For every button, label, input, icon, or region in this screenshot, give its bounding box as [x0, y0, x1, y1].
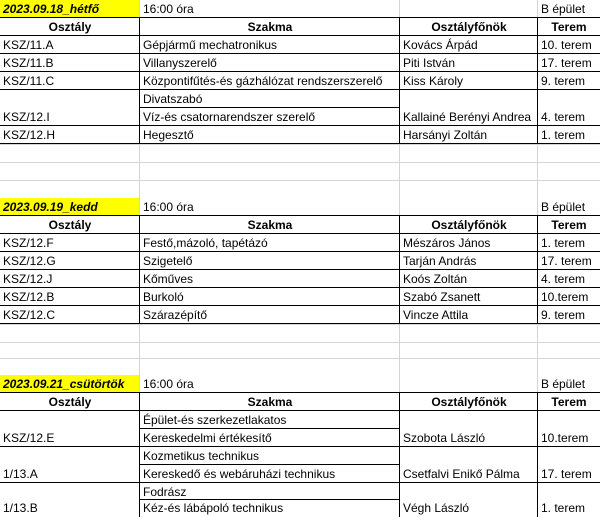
- header-terem[interactable]: Terem: [551, 395, 587, 409]
- header-szakma[interactable]: Szakma: [247, 20, 293, 34]
- gridline: [0, 287, 600, 288]
- gridline: [0, 358, 600, 359]
- profession-cell[interactable]: Villanyszerelő: [143, 56, 217, 70]
- class-cell[interactable]: KSZ/12.G: [3, 254, 56, 268]
- gridline: [0, 180, 600, 181]
- table-row: [0, 447, 600, 465]
- teacher-cell[interactable]: Tarján András: [403, 254, 477, 268]
- teacher-cell[interactable]: Vincze Attila: [403, 308, 469, 322]
- gridline: [0, 125, 600, 126]
- date-cell[interactable]: 2023.09.21_csütörtök: [0, 375, 140, 393]
- gridline: [140, 107, 400, 108]
- time-cell[interactable]: 16:00 óra: [143, 377, 194, 391]
- gridline: [537, 144, 538, 198]
- gridline: [139, 215, 140, 324]
- table-row: [0, 411, 600, 429]
- gridline: [537, 198, 538, 215]
- gridline: [399, 144, 400, 198]
- profession-cell[interactable]: Kőműves: [143, 272, 194, 286]
- table-row: [0, 108, 600, 126]
- gridline: [139, 392, 140, 517]
- gridline: [537, 324, 538, 375]
- table-row: [0, 306, 600, 324]
- class-cell[interactable]: KSZ/11.B: [3, 56, 54, 70]
- room-cell[interactable]: 1. terem: [541, 128, 586, 142]
- teacher-cell[interactable]: Kovács Árpád: [403, 38, 478, 52]
- table-row: [0, 499, 600, 517]
- gridline: [139, 198, 140, 215]
- gridline: [139, 144, 140, 198]
- profession-cell[interactable]: Szigetelő: [143, 254, 193, 268]
- room-cell[interactable]: 1. terem: [541, 236, 586, 250]
- gridline: [0, 269, 600, 270]
- header-osztalyfonok[interactable]: Osztályfőnök: [431, 395, 507, 409]
- gridline: [139, 17, 140, 144]
- profession-cell[interactable]: Kereskedő és webáruházi technikus: [143, 467, 336, 481]
- table-row: [0, 90, 600, 108]
- room-cell[interactable]: 4. terem: [541, 272, 586, 286]
- profession-cell[interactable]: Szárazépítő: [143, 308, 208, 322]
- table-row: [0, 54, 600, 72]
- gridline: [0, 305, 600, 306]
- class-cell[interactable]: KSZ/12.I: [3, 110, 50, 124]
- profession-cell[interactable]: Épület-és szerkezetlakatos: [143, 413, 287, 427]
- class-cell[interactable]: KSZ/12.E: [3, 431, 55, 445]
- header-osztaly[interactable]: Osztály: [48, 395, 92, 409]
- gridline: [537, 375, 538, 392]
- date-row: [0, 198, 600, 216]
- gridline: [0, 35, 600, 36]
- header-row: [0, 18, 600, 36]
- gridline: [0, 410, 600, 411]
- header-osztalyfonok[interactable]: Osztályfőnök: [431, 20, 507, 34]
- gridline: [0, 446, 600, 447]
- date-row: [0, 0, 600, 18]
- table-row: [0, 234, 600, 252]
- header-szakma[interactable]: Szakma: [247, 395, 293, 409]
- header-row: [0, 216, 600, 234]
- gridline: [0, 324, 600, 325]
- gridline: [399, 392, 400, 517]
- table-row: [0, 252, 600, 270]
- room-cell[interactable]: 17. terem: [541, 254, 592, 268]
- teacher-cell[interactable]: Szobota László: [403, 431, 486, 445]
- header-osztaly[interactable]: Osztály: [48, 218, 92, 232]
- profession-cell[interactable]: Hegesztő: [143, 128, 194, 142]
- class-cell[interactable]: KSZ/12.J: [3, 272, 53, 286]
- gridline: [0, 89, 600, 90]
- class-cell[interactable]: KSZ/11.C: [3, 74, 55, 88]
- gridline: [0, 17, 600, 18]
- header-terem[interactable]: Terem: [551, 20, 587, 34]
- gridline: [537, 215, 538, 324]
- teacher-cell[interactable]: Harsányi Zoltán: [403, 128, 488, 142]
- gridline: [140, 428, 400, 429]
- header-row: [0, 393, 600, 411]
- class-cell[interactable]: 1/13.B: [3, 501, 38, 515]
- gridline: [140, 464, 400, 465]
- profession-cell[interactable]: Központifűtés-és gázhálózat rendszerszerelő: [143, 74, 383, 88]
- room-cell[interactable]: 17. terem: [541, 467, 592, 481]
- profession-cell[interactable]: Kéz-és lábápoló technikus: [143, 501, 284, 515]
- building-cell[interactable]: B épület: [541, 2, 586, 16]
- header-szakma[interactable]: Szakma: [247, 218, 293, 232]
- room-cell[interactable]: 10. terem: [541, 38, 592, 52]
- time-cell[interactable]: 16:00 óra: [143, 2, 194, 16]
- room-cell[interactable]: 17. terem: [541, 56, 592, 70]
- gridline: [399, 0, 400, 17]
- table-row: [0, 288, 600, 306]
- gridline: [139, 324, 140, 375]
- gridline: [399, 17, 400, 144]
- table-row: [0, 72, 600, 90]
- teacher-cell[interactable]: Piti István: [403, 56, 456, 70]
- building-cell[interactable]: B épület: [541, 377, 586, 391]
- gridline: [399, 375, 400, 392]
- date-cell[interactable]: 2023.09.19_kedd: [0, 198, 140, 216]
- teacher-cell[interactable]: Csetfalvi Enikő Pálma: [403, 467, 520, 481]
- teacher-cell[interactable]: Koós Zoltán: [403, 272, 468, 286]
- table-row: [0, 36, 600, 54]
- room-cell[interactable]: 1. terem: [541, 501, 586, 515]
- table-row: [0, 429, 600, 447]
- profession-cell[interactable]: Víz-és csatornarendszer szerelő: [143, 110, 316, 124]
- profession-cell[interactable]: Gépjármű mechatronikus: [143, 38, 278, 52]
- class-cell[interactable]: 1/13.A: [3, 467, 38, 481]
- table-row: [0, 126, 600, 144]
- room-cell[interactable]: 10.terem: [541, 431, 589, 445]
- gridline: [140, 499, 400, 500]
- gridline: [399, 324, 400, 375]
- profession-cell[interactable]: Burkoló: [143, 290, 184, 304]
- class-cell[interactable]: KSZ/12.F: [3, 236, 54, 250]
- header-terem[interactable]: Terem: [551, 218, 587, 232]
- gridline: [537, 17, 538, 144]
- class-cell[interactable]: KSZ/11.A: [3, 38, 54, 52]
- teacher-cell[interactable]: Kiss Károly: [403, 74, 464, 88]
- profession-cell[interactable]: Fodrász: [143, 485, 187, 499]
- gridline: [0, 71, 600, 72]
- room-cell[interactable]: 9. terem: [541, 74, 586, 88]
- gridline: [399, 198, 400, 215]
- room-cell[interactable]: 10.terem: [541, 290, 589, 304]
- gridline: [0, 342, 600, 343]
- table-row: [0, 465, 600, 483]
- room-cell[interactable]: 9. terem: [541, 308, 586, 322]
- class-cell[interactable]: KSZ/12.C: [3, 308, 56, 322]
- gridline: [0, 323, 600, 324]
- header-osztalyfonok[interactable]: Osztályfőnök: [431, 218, 507, 232]
- gridline: [0, 215, 600, 216]
- gridline: [139, 375, 140, 392]
- date-cell[interactable]: 2023.09.18_hétfő: [0, 0, 140, 18]
- class-cell[interactable]: KSZ/12.B: [3, 290, 55, 304]
- time-cell[interactable]: 16:00 óra: [143, 200, 194, 214]
- table-row: [0, 270, 600, 288]
- teacher-cell[interactable]: Szabó Zsanett: [403, 290, 481, 304]
- building-cell[interactable]: B épület: [541, 200, 586, 214]
- gridline: [0, 162, 600, 163]
- gridline: [0, 233, 600, 234]
- teacher-cell[interactable]: Végh László: [403, 501, 470, 515]
- gridline: [0, 251, 600, 252]
- teacher-cell[interactable]: Mészáros János: [403, 236, 491, 250]
- teacher-cell[interactable]: Kallainé Berényi Andrea: [403, 110, 532, 124]
- gridline: [139, 0, 140, 17]
- profession-cell[interactable]: Kereskedelmi értékesítő: [143, 431, 272, 445]
- profession-cell[interactable]: Divatszabó: [143, 92, 203, 106]
- gridline: [0, 392, 600, 393]
- gridline: [0, 482, 600, 483]
- gridline: [0, 143, 600, 144]
- profession-cell[interactable]: Festő,mázoló, tapétázó: [143, 236, 268, 250]
- room-cell[interactable]: 4. terem: [541, 110, 586, 124]
- gridline: [537, 0, 538, 17]
- gridline: [537, 392, 538, 517]
- gridline: [0, 144, 600, 145]
- date-row: [0, 375, 600, 393]
- gridline: [399, 215, 400, 324]
- class-cell[interactable]: KSZ/12.H: [3, 128, 56, 142]
- header-osztaly[interactable]: Osztály: [48, 20, 92, 34]
- gridline: [0, 53, 600, 54]
- profession-cell[interactable]: Kozmetikus technikus: [143, 449, 260, 463]
